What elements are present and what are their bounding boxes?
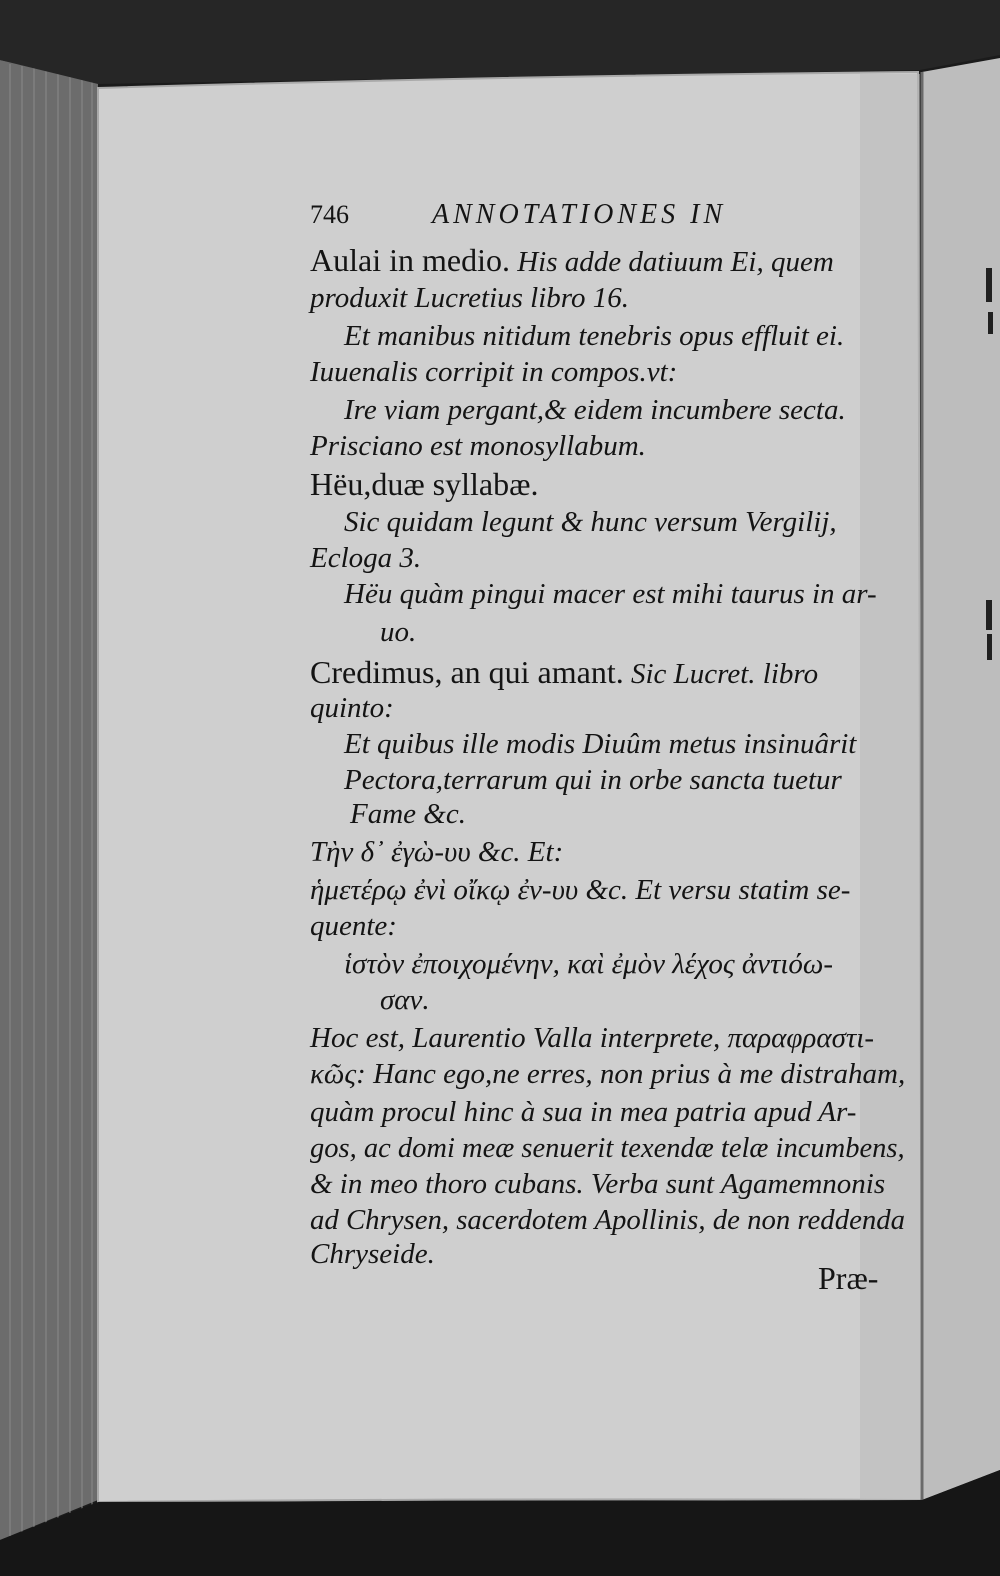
text-line: Aulai in medio. His adde datiuum Ei, quem <box>310 242 834 278</box>
text-line: ad Chrysen, sacerdotem Apollinis, de non reddenda <box>310 1204 905 1236</box>
text-line: Prisciano est monosyllabum. <box>310 430 646 462</box>
text-line: Ecloga 3. <box>310 542 422 574</box>
text-line: σαν. <box>380 984 430 1016</box>
text-line: Credimus, an qui amant. Sic Lucret. libro <box>310 654 819 690</box>
text-line: Iuuenalis corripit in compos.vt: <box>310 356 678 388</box>
text-line: Pectora,terrarum qui in orbe sancta tuetur <box>344 764 842 796</box>
text-line: quente: <box>310 910 397 942</box>
text-line: Hoc est, Laurentio Valla interprete, παραφραστι- <box>310 1022 874 1054</box>
text-line: quinto: <box>310 692 394 724</box>
text-line: κῶς: Hanc ego,ne erres, non prius à me distraham, <box>310 1058 906 1090</box>
text-line: gos, ac domi meæ senuerit texendæ telæ incumbens, <box>310 1132 905 1164</box>
text-line: ἡμετέρῳ ἐνὶ οἴκῳ ἐν-υυ &c. Et versu statim se- <box>310 874 851 906</box>
page-number: 746 <box>310 200 349 229</box>
text-line: uo. <box>380 616 417 648</box>
text-line: Ire viam pergant,& eidem incumbere secta. <box>344 394 846 426</box>
text-line: Hëu,duæ syllabæ. <box>310 466 539 502</box>
text-line: Sic quidam legunt & hunc versum Vergilij, <box>344 506 837 538</box>
text-line: quàm procul hinc à sua in mea patria apud Ar- <box>310 1096 857 1128</box>
text-line: produxit Lucretius libro 16. <box>310 282 629 314</box>
text-line: Τὴν δ᾽ ἐγὼ-υυ &c. Et: <box>310 836 564 868</box>
text-line: Hëu quàm pingui macer est mihi taurus in ar- <box>344 578 877 610</box>
catchword: Præ- <box>818 1260 879 1296</box>
text-line: Et manibus nitidum tenebris opus effluit ei. <box>344 320 845 352</box>
running-head: ANNOTATIONES IN <box>432 199 727 230</box>
text-line: Fame &c. <box>350 798 466 830</box>
text-line: ἱστὸν ἐποιχομένην, καὶ ἐμὸν λέχος ἀντιόω- <box>344 948 834 980</box>
text-line: & in meo thoro cubans. Verba sunt Agamemnonis <box>310 1168 886 1200</box>
text-line: Chryseide. <box>310 1238 435 1270</box>
text-line: Et quibus ille modis Diuûm metus insinuârit <box>344 728 857 760</box>
